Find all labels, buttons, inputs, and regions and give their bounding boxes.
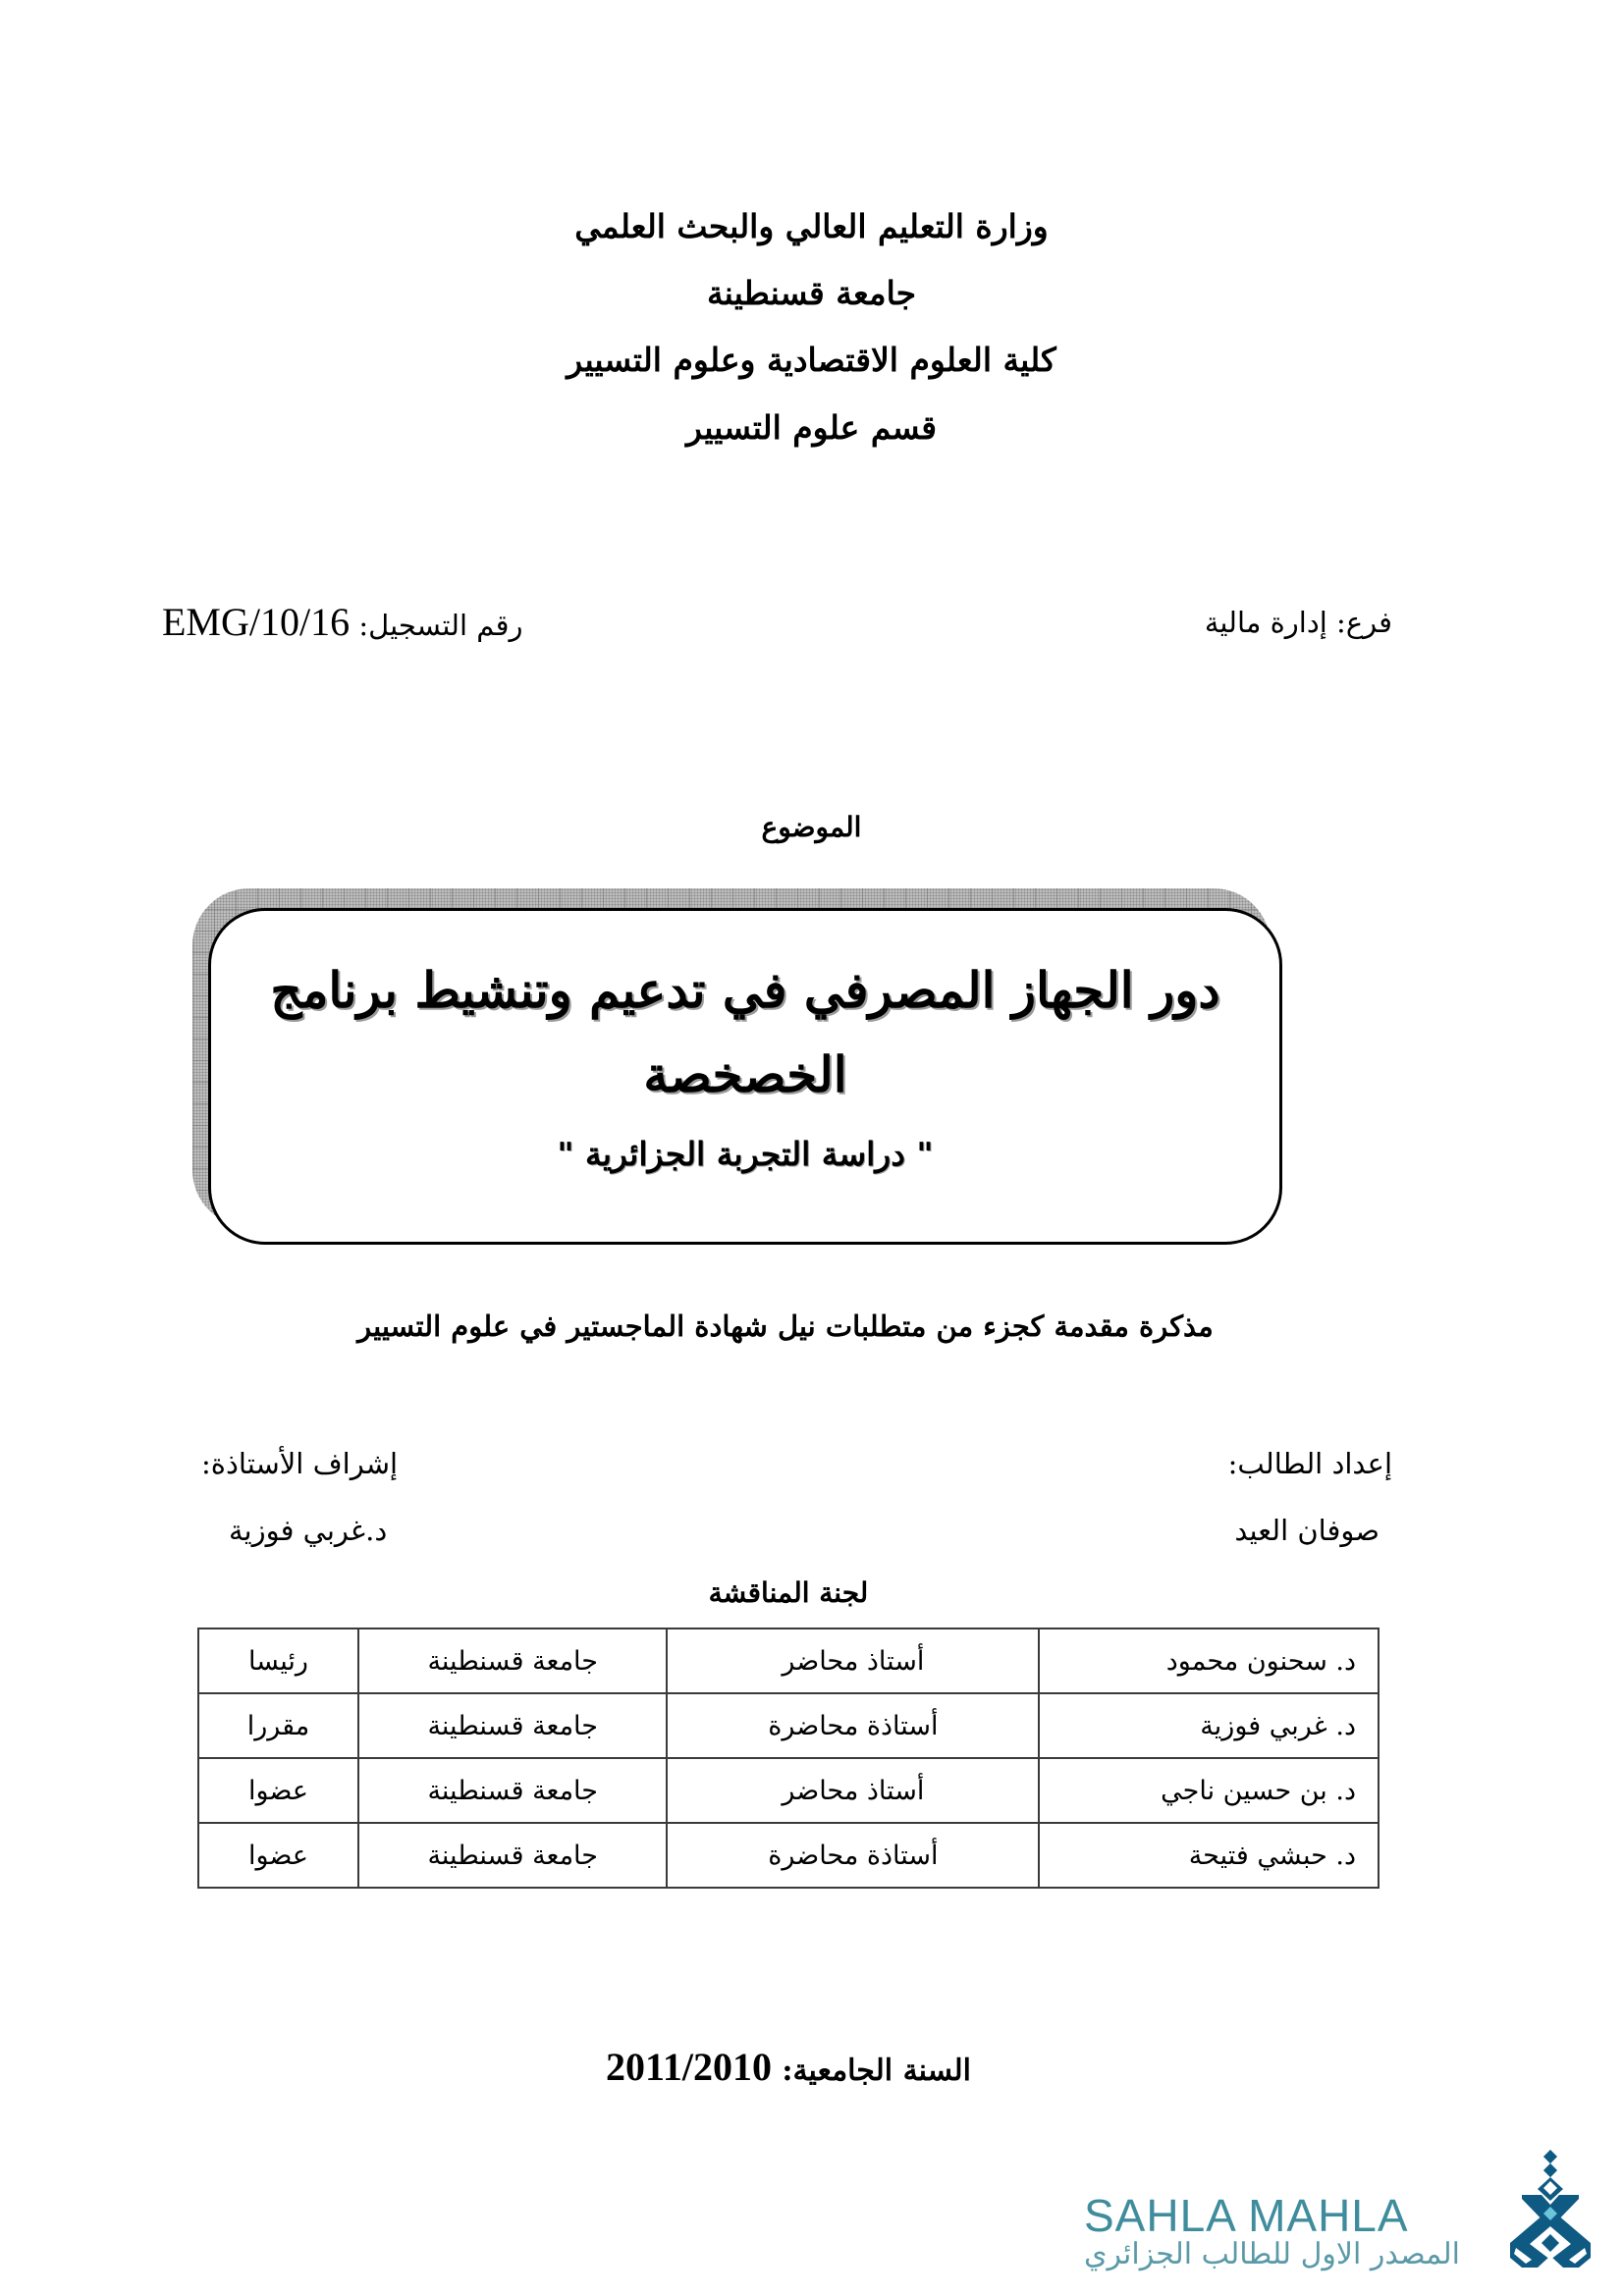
- member-university: جامعة قسنطينة: [358, 1758, 668, 1823]
- calligraphy-logo-icon: [1502, 2150, 1596, 2272]
- subject-label: الموضوع: [761, 811, 862, 843]
- student-name: صوفان العيد: [1234, 1514, 1380, 1547]
- member-role: عضوا: [198, 1758, 358, 1823]
- member-rank: أستاذة محاضرة: [667, 1693, 1039, 1758]
- academic-year-label: السنة الجامعية:: [782, 2054, 971, 2088]
- member-role: رئيسا: [198, 1629, 358, 1693]
- branch-line: [1204, 606, 1392, 639]
- student-label: إعداد الطالب:: [1227, 1447, 1392, 1480]
- registration-line: [162, 600, 523, 644]
- committee-table: [197, 1628, 1380, 1889]
- table-row: [198, 1758, 1379, 1823]
- member-role: مقررا: [198, 1693, 358, 1758]
- member-name: د. سحنون محمود: [1039, 1629, 1379, 1693]
- thesis-title-line-1: دور الجهاز المصرفي في تدعيم وتنشيط برنامج: [270, 961, 1220, 1019]
- member-university: جامعة قسنطينة: [358, 1629, 668, 1693]
- table-row: [198, 1629, 1379, 1693]
- title-box: [208, 908, 1282, 1245]
- academic-year: [0, 2044, 1577, 2090]
- committee-title: لجنة المناقشة: [708, 1576, 869, 1609]
- sahla-mahla-watermark: [1080, 2150, 1600, 2287]
- thesis-title-line-2: الخصخصة: [643, 1045, 847, 1103]
- brand-name: SAHLA MAHLA: [1084, 2190, 1409, 2241]
- member-rank: أستاذ محاضر: [667, 1629, 1039, 1693]
- supervisor-name: د.غربي فوزية: [229, 1514, 388, 1547]
- member-university: جامعة قسنطينة: [358, 1823, 668, 1888]
- table-row: [198, 1693, 1379, 1758]
- branch-value: إدارة مالية: [1204, 606, 1327, 639]
- supervisor-label: إشراف الأستاذة:: [201, 1447, 399, 1480]
- branch-label: فرع:: [1336, 606, 1392, 639]
- registration-number: 16/EMG/10: [162, 600, 351, 644]
- member-name: د. حبشي فتيحة: [1039, 1823, 1379, 1888]
- member-name: د. بن حسين ناجي: [1039, 1758, 1379, 1823]
- member-rank: أستاذ محاضر: [667, 1758, 1039, 1823]
- brand-tagline: المصدر الاول للطالب الجزائري: [1084, 2237, 1460, 2271]
- faculty-name: كلية العلوم الاقتصادية وعلوم التسيير: [567, 341, 1056, 379]
- thesis-subtitle: " دراسة التجربة الجزائرية ": [557, 1135, 934, 1173]
- member-role: عضوا: [198, 1823, 358, 1888]
- member-rank: أستاذة محاضرة: [667, 1823, 1039, 1888]
- table-row: [198, 1823, 1379, 1888]
- university-name: جامعة قسنطينة: [706, 274, 917, 312]
- registration-label: رقم التسجيل:: [358, 609, 523, 642]
- ministry-name: وزارة التعليم العالي والبحث العلمي: [574, 207, 1049, 245]
- member-university: جامعة قسنطينة: [358, 1693, 668, 1758]
- thesis-note: مذكرة مقدمة كجزء من متطلبات نيل شهادة الماجستير في علوم التسيير: [357, 1309, 1214, 1343]
- member-name: د. غربي فوزية: [1039, 1693, 1379, 1758]
- department-name: قسم علوم التسيير: [686, 408, 937, 447]
- academic-year-value: 2011/2010: [606, 2045, 772, 2089]
